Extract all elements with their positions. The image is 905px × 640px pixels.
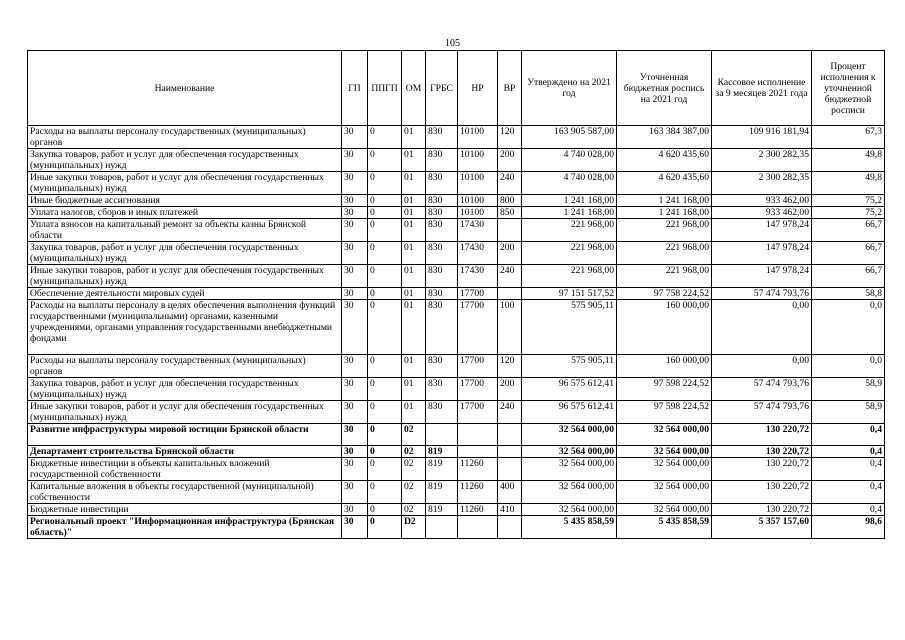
row-approved: 32 564 000,00 [522,504,617,516]
table-row [28,242,885,265]
row-np: 17430 [458,265,498,288]
row-vr: 800 [498,195,522,207]
row-vr: 200 [498,149,522,172]
row-np: 11260 [458,458,498,481]
row-grbs: 830 [426,126,458,149]
table-row [28,458,885,481]
row-gp: 30 [342,355,368,378]
row-gp: 30 [342,504,368,516]
row-name: Закупка товаров, работ и услуг для обеспечения государственных (муниципальных) нужд [28,242,342,265]
row-executed: 147 978,24 [712,219,812,242]
row-np [458,516,498,539]
row-percent: 0,4 [812,458,885,481]
row-ppgp: 0 [368,207,402,219]
row-percent: 0,4 [812,504,885,516]
row-grbs: 830 [426,242,458,265]
row-executed: 147 978,24 [712,242,812,265]
row-gp: 30 [342,378,368,401]
row-executed: 109 916 181,94 [712,126,812,149]
header-name: Наименование [28,51,342,126]
row-ppgp: 0 [368,401,402,424]
row-executed: 57 474 793,76 [712,288,812,300]
row-percent: 49,8 [812,172,885,195]
row-executed: 57 474 793,76 [712,378,812,401]
row-om: D2 [402,516,426,539]
table-body [28,126,885,539]
row-ppgp: 0 [368,288,402,300]
page-number: 105 [445,38,460,49]
row-executed: 130 220,72 [712,481,812,504]
row-np: 11260 [458,504,498,516]
row-revised: 160 000,00 [617,355,712,378]
table-header-row [28,51,885,126]
row-ppgp: 0 [368,481,402,504]
row-executed: 933 462,00 [712,207,812,219]
row-name: Расходы на выплаты персоналу государственных (муниципальных) органов [28,355,342,378]
row-percent: 58,9 [812,378,885,401]
row-revised: 160 000,00 [617,300,712,355]
row-name: Региональный проект "Информационная инфраструктура (Брянская область)" [28,516,342,539]
row-name: Иные бюджетные ассигнования [28,195,342,207]
row-percent: 66,7 [812,242,885,265]
row-name: Бюджетные инвестиции [28,504,342,516]
row-grbs: 830 [426,172,458,195]
row-executed: 0,00 [712,355,812,378]
row-gp: 30 [342,481,368,504]
row-approved: 575 905,11 [522,355,617,378]
row-gp: 30 [342,126,368,149]
row-executed: 130 220,72 [712,504,812,516]
row-om: 02 [402,504,426,516]
row-ppgp: 0 [368,504,402,516]
row-ppgp: 0 [368,516,402,539]
row-approved: 4 740 028,00 [522,149,617,172]
row-name: Расходы на выплаты персоналу в целях обеспечения выполнения функций государственными (муниципальными) органами, казенными учреждениями, органами управления государственными внебюджетными фондами [28,300,342,355]
row-ppgp: 0 [368,126,402,149]
row-revised: 32 564 000,00 [617,504,712,516]
row-gp: 30 [342,172,368,195]
row-name: Иные закупки товаров, работ и услуг для обеспечения государственных (муниципальных) нужд [28,172,342,195]
row-gp: 30 [342,207,368,219]
row-gp: 30 [342,516,368,539]
row-percent: 0,4 [812,446,885,458]
row-revised: 4 620 435,60 [617,149,712,172]
header-om: ОМ [402,51,426,126]
row-gp: 30 [342,458,368,481]
row-revised: 4 620 435,60 [617,172,712,195]
row-ppgp: 0 [368,172,402,195]
row-np: 10100 [458,172,498,195]
row-om: 01 [402,401,426,424]
header-executed: Кассовое исполнение за 9 месяцев 2021 года [712,51,812,126]
row-percent: 75,2 [812,207,885,219]
row-om: 02 [402,446,426,458]
row-np: 17700 [458,300,498,355]
header-percent: Процент исполнения к уточненной бюджетной росписи [812,51,885,126]
row-revised: 1 241 168,00 [617,207,712,219]
row-vr [498,219,522,242]
row-revised: 221 968,00 [617,242,712,265]
row-np: 10100 [458,126,498,149]
row-ppgp: 0 [368,149,402,172]
row-ppgp: 0 [368,195,402,207]
row-name: Капитальные вложения в объекты государственной (муниципальной) собственности [28,481,342,504]
row-gp: 30 [342,219,368,242]
row-om: 02 [402,424,426,446]
row-om: 01 [402,149,426,172]
row-ppgp: 0 [368,446,402,458]
row-om: 01 [402,219,426,242]
row-np: 10100 [458,207,498,219]
row-approved: 97 151 517,52 [522,288,617,300]
row-revised: 32 564 000,00 [617,446,712,458]
row-om: 01 [402,195,426,207]
table-row [28,265,885,288]
row-gp: 30 [342,265,368,288]
row-percent: 49,8 [812,149,885,172]
row-grbs: 830 [426,149,458,172]
row-name: Иные закупки товаров, работ и услуг для обеспечения государственных (муниципальных) нужд [28,265,342,288]
table-row [28,195,885,207]
row-percent: 66,7 [812,265,885,288]
row-vr [498,458,522,481]
row-om: 01 [402,288,426,300]
row-om: 01 [402,378,426,401]
row-revised: 32 564 000,00 [617,424,712,446]
row-grbs: 830 [426,300,458,355]
row-executed: 5 357 157,60 [712,516,812,539]
row-ppgp: 0 [368,424,402,446]
row-executed: 2 300 282,35 [712,172,812,195]
row-gp: 30 [342,242,368,265]
row-percent: 0,4 [812,481,885,504]
row-vr [498,446,522,458]
row-np: 17700 [458,401,498,424]
row-grbs: 830 [426,219,458,242]
table-row [28,378,885,401]
row-grbs: 830 [426,401,458,424]
row-gp: 30 [342,149,368,172]
row-executed: 0,00 [712,300,812,355]
row-grbs: 819 [426,446,458,458]
header-ppgp: ППГП [368,51,402,126]
header-approved: Утверждено на 2021 год [522,51,617,126]
row-approved: 4 740 028,00 [522,172,617,195]
row-percent: 58,8 [812,288,885,300]
row-grbs: 819 [426,458,458,481]
row-percent: 0,4 [812,424,885,446]
row-percent: 75,2 [812,195,885,207]
row-executed: 147 978,24 [712,265,812,288]
row-om: 01 [402,207,426,219]
row-percent: 0,0 [812,300,885,355]
row-np: 17700 [458,288,498,300]
row-vr: 850 [498,207,522,219]
header-gp: ГП [342,51,368,126]
row-vr: 240 [498,265,522,288]
row-executed: 130 220,72 [712,424,812,446]
row-percent: 66,7 [812,219,885,242]
row-vr: 100 [498,300,522,355]
row-np: 17430 [458,219,498,242]
row-om: 01 [402,300,426,355]
row-grbs: 830 [426,378,458,401]
table-row [28,424,885,446]
row-revised: 97 598 224,52 [617,401,712,424]
row-name: Уплата взносов на капитальный ремонт за объекты казны Брянской области [28,219,342,242]
row-name: Закупка товаров, работ и услуг для обеспечения государственных (муниципальных) нужд [28,149,342,172]
row-grbs: 819 [426,504,458,516]
table-row [28,401,885,424]
row-gp: 30 [342,300,368,355]
row-gp: 30 [342,446,368,458]
row-approved: 96 575 612,41 [522,378,617,401]
row-np: 11260 [458,481,498,504]
row-np: 17700 [458,378,498,401]
table-row [28,207,885,219]
table-row [28,149,885,172]
row-grbs: 830 [426,265,458,288]
row-revised: 97 598 224,52 [617,378,712,401]
row-om: 02 [402,481,426,504]
table-row [28,172,885,195]
table-row [28,516,885,539]
row-revised: 221 968,00 [617,219,712,242]
row-approved: 221 968,00 [522,219,617,242]
row-approved: 32 564 000,00 [522,424,617,446]
row-gp: 30 [342,401,368,424]
row-grbs: 830 [426,355,458,378]
table-row [28,504,885,516]
row-name: Уплата налогов, сборов и иных платежей [28,207,342,219]
row-om: 02 [402,458,426,481]
row-approved: 1 241 168,00 [522,207,617,219]
row-grbs: 830 [426,288,458,300]
row-gp: 30 [342,424,368,446]
row-vr: 240 [498,401,522,424]
table-row [28,355,885,378]
row-np: 17700 [458,355,498,378]
row-vr [498,288,522,300]
table-row [28,126,885,149]
row-vr: 400 [498,481,522,504]
row-name: Закупка товаров, работ и услуг для обеспечения государственных (муниципальных) нужд [28,378,342,401]
row-approved: 96 575 612,41 [522,401,617,424]
row-grbs: 830 [426,195,458,207]
row-executed: 933 462,00 [712,195,812,207]
row-percent: 98,6 [812,516,885,539]
table-row [28,219,885,242]
row-approved: 575 905,11 [522,300,617,355]
row-grbs [426,516,458,539]
header-vr: ВР [498,51,522,126]
row-approved: 32 564 000,00 [522,446,617,458]
row-revised: 221 968,00 [617,265,712,288]
row-grbs: 830 [426,207,458,219]
row-revised: 163 384 387,00 [617,126,712,149]
row-executed: 57 474 793,76 [712,401,812,424]
row-ppgp: 0 [368,219,402,242]
row-ppgp: 0 [368,355,402,378]
row-vr [498,516,522,539]
row-executed: 2 300 282,35 [712,149,812,172]
row-ppgp: 0 [368,378,402,401]
row-name: Иные закупки товаров, работ и услуг для обеспечения государственных (муниципальных) нужд [28,401,342,424]
row-revised: 97 758 224,52 [617,288,712,300]
row-om: 01 [402,265,426,288]
row-np: 17430 [458,242,498,265]
row-approved: 221 968,00 [522,265,617,288]
row-executed: 130 220,72 [712,446,812,458]
header-revised: Уточненная бюджетная роспись на 2021 год [617,51,712,126]
row-om: 01 [402,242,426,265]
row-ppgp: 0 [368,242,402,265]
row-percent: 67,3 [812,126,885,149]
row-name: Расходы на выплаты персоналу государственных (муниципальных) органов [28,126,342,149]
row-vr: 120 [498,355,522,378]
row-approved: 5 435 858,59 [522,516,617,539]
row-ppgp: 0 [368,265,402,288]
row-revised: 5 435 858,59 [617,516,712,539]
row-percent: 0,0 [812,355,885,378]
row-name: Обеспечение деятельности мировых судей [28,288,342,300]
header-grbs: ГРБС [426,51,458,126]
row-vr: 240 [498,172,522,195]
row-approved: 32 564 000,00 [522,458,617,481]
row-vr: 200 [498,378,522,401]
row-vr: 120 [498,126,522,149]
row-revised: 32 564 000,00 [617,458,712,481]
row-ppgp: 0 [368,300,402,355]
row-np [458,424,498,446]
row-gp: 30 [342,195,368,207]
row-vr: 200 [498,242,522,265]
budget-table [27,50,885,539]
row-om: 01 [402,355,426,378]
row-gp: 30 [342,288,368,300]
row-approved: 221 968,00 [522,242,617,265]
row-executed: 130 220,72 [712,458,812,481]
row-name: Департамент строительства Брянской области [28,446,342,458]
row-approved: 163 905 587,00 [522,126,617,149]
row-np: 10100 [458,149,498,172]
row-om: 01 [402,172,426,195]
row-revised: 32 564 000,00 [617,481,712,504]
table-row [28,446,885,458]
row-ppgp: 0 [368,458,402,481]
row-name: Бюджетные инвестиции в объекты капитальных вложений государственной собственности [28,458,342,481]
row-revised: 1 241 168,00 [617,195,712,207]
table-row [28,481,885,504]
row-vr: 410 [498,504,522,516]
row-percent: 58,9 [812,401,885,424]
row-np [458,446,498,458]
row-grbs: 819 [426,481,458,504]
row-om: 01 [402,126,426,149]
row-approved: 1 241 168,00 [522,195,617,207]
row-approved: 32 564 000,00 [522,481,617,504]
table-row [28,300,885,355]
header-np: НР [458,51,498,126]
table-row [28,288,885,300]
row-vr [498,424,522,446]
row-name: Развитие инфраструктуры мировой юстиции Брянской области [28,424,342,446]
row-np: 10100 [458,195,498,207]
row-grbs [426,424,458,446]
